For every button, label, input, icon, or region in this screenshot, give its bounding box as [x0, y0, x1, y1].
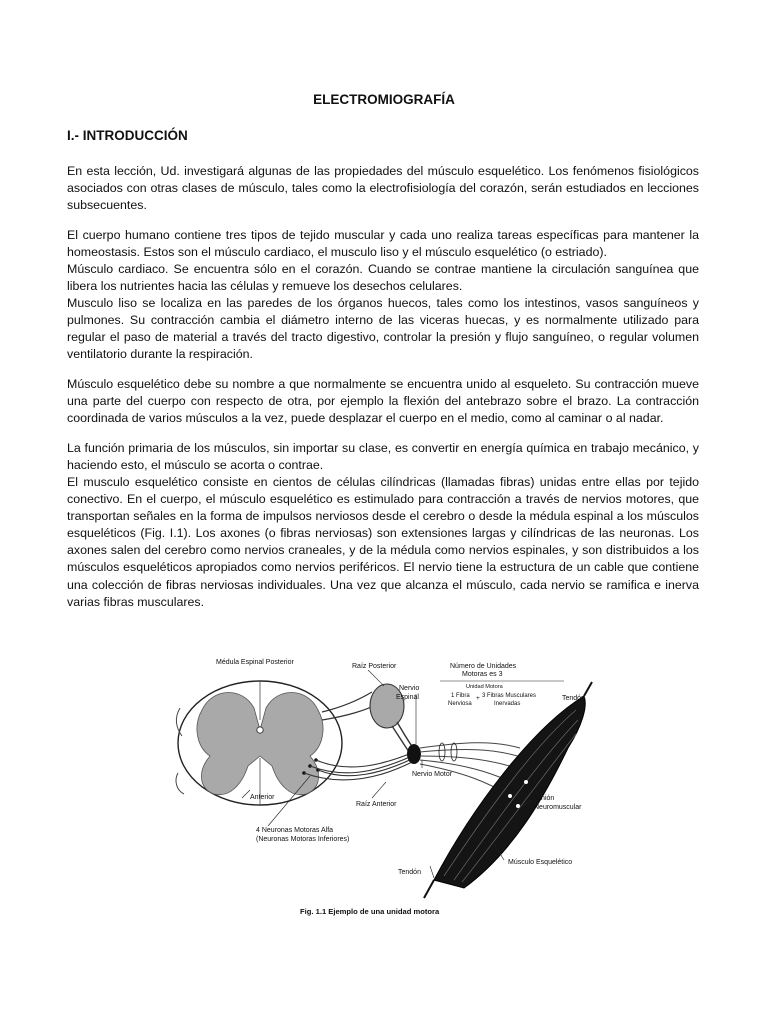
paragraph-intro: En esta lección, Ud. investigará algunas de las propiedades del músculo esquelético. Los fenómenos fisiológicos asociados con otras clases de músculo, tales como la electrofisiología del corazón, serán estudiados en lecciones subsecuentes. — [67, 164, 699, 213]
label-union-2: Neuromuscular — [534, 804, 582, 811]
label-nervio-espinal-1: Nervio — [399, 685, 420, 692]
figure-caption: Fig. 1.1 Ejemplo de una unidad motora — [300, 907, 440, 916]
label-neuronas-2: (Neuronas Motoras Inferiores) — [256, 836, 350, 843]
document-title: ELECTROMIOGRAFÍA — [313, 92, 455, 107]
paragraph-structure: El musculo esquelético consiste en cientos de células cilíndricas (llamadas fibras) unidas entre ellas por tejido conectivo. En el cuerpo, el músculo esquelético es estimulado para contracción a través de nervios motores, que transportan señales en la forma de impulsos nerviosos desde el cerebro o desde la médula espinal a los músculos esqueléticos (Fig. I.1). Los axones (o fibras nerviosas) son extensiones largas y cilíndricas de las neuronas. Los axones salen del cerebro como nervios craneales, y de la médula como nervios espinales, y son distribuidos a los músculos esqueléticos apropiados como nervios periféricos. El nervio tiene la estructura de un cable que contiene una colección de fibras nerviosas individuales. Una vez que alcanza el músculo, cada nervio se ramifica e inerva varias fibras musculares. — [67, 475, 699, 609]
label-fibras-musc-1: 3 Fibras Musculares — [482, 693, 537, 699]
label-fibra-2: Nerviosa — [448, 701, 472, 707]
paragraph-cardiac: Músculo cardiaco. Se encuentra sólo en el corazón. Cuando se contrae mantiene la circulación sanguínea que libera los nutrientes hacia las células y remueve los desechos celulares. — [67, 261, 699, 294]
motor-unit-diagram — [172, 648, 596, 923]
label-unidades-1: Número de Unidades — [450, 663, 517, 670]
label-tendon-top: Tendón — [562, 695, 585, 702]
label-raiz-anterior: Raíz Anterior — [356, 801, 397, 808]
paragraph-smooth: Musculo liso se localiza en las paredes de los órganos huecos, tales como los intestinos, vasos sanguíneos y pulmones. Su contracción cambia el diámetro interno de las viceras huecas, y es normalmente utilizado para regular el paso de material a través del tracto digestivo, controlar la presión y flujo sanguíneo, o regular volumen ventilatorio durante la respiración. — [67, 296, 699, 362]
label-neuronas-1: 4 Neuronas Motoras Alfa — [256, 827, 334, 834]
label-unidades-2: Motoras es 3 — [462, 671, 503, 678]
paragraph-function: La función primaria de los músculos, sin importar su clase, es convertir en energía química en trabajo mecánico, y haciendo esto, el músculo se acorta o contrae. — [67, 440, 699, 472]
label-unidad-motora: Unidad Motora — [466, 684, 503, 690]
label-fibra-1: 1 Fibra — [451, 693, 470, 699]
paragraph-skeletal: Músculo esquelético debe su nombre a que normalmente se encuentra unido al esqueleto. Su contracción mueve una parte del cuerpo con respecto de otra, por ejemplo la flexión del antebrazo sobre el brazo. La contracción coordinada de varios músculos a la vez, puede desplazar el cuerpo en el medio, como al caminar o al nadar. — [67, 377, 699, 426]
label-anterior: Anterior — [250, 794, 275, 801]
label-nervio-espinal-2: Espinal — [396, 694, 419, 701]
label-tendon-bottom: Tendón — [398, 869, 421, 876]
label-medula: Médula Espinal Posterior — [216, 659, 294, 666]
label-plus: + — [476, 695, 480, 702]
label-raiz-posterior: Raíz Posterior — [352, 663, 397, 670]
label-nervio-motor: Nervio Motor — [412, 771, 453, 778]
label-musculo: Músculo Esquelético — [508, 859, 573, 866]
spinal-cord-illustration — [176, 681, 342, 805]
label-fibras-musc-2: Inervadas — [494, 701, 521, 707]
label-union-1: Unión — [536, 795, 555, 802]
paragraph-tissue-types: El cuerpo humano contiene tres tipos de tejido muscular y cada uno realiza tareas específicas para mantener la homeostasis. Estos son el músculo cardiaco, el musculo liso y el músculo esquelético (o estriado). — [67, 227, 699, 259]
motor-unit-figure — [172, 648, 596, 923]
section-heading: I.- INTRODUCCIÓN — [67, 128, 188, 143]
body-text — [67, 163, 699, 623]
